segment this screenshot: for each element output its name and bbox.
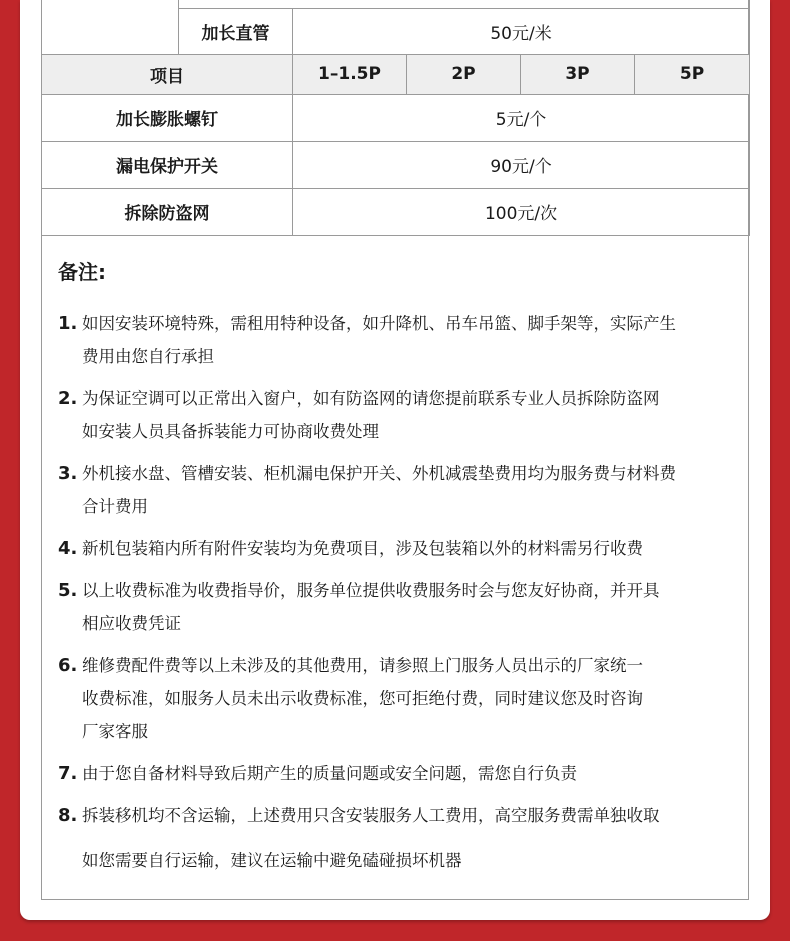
note-line: 如因安装环境特殊，需租用特种设备，如升降机、吊车吊篮、脚手架等，实际产生 (82, 314, 676, 333)
table-row (42, 94, 750, 141)
notes-title: 备注: (58, 260, 106, 284)
note-line: 以上收费标准为收费指导价，服务单位提供收费服务时会与您友好协商，并开具 (82, 581, 660, 600)
row-value: 90元/个 (293, 141, 750, 188)
notes-section (58, 256, 738, 886)
note-item (58, 649, 738, 748)
note-line: 新机包装箱内所有附件安装均为免费项目，涉及包装箱以外的材料需另行收费 (82, 539, 643, 558)
row-label-extended-pipe: 加长直管 (179, 8, 293, 54)
row-label: 加长膨胀螺钉 (42, 94, 293, 141)
row-label: 漏电保护开关 (42, 141, 293, 188)
note-item (58, 574, 738, 640)
note-line: 费用由您自行承担 (82, 347, 214, 366)
note-line: 如您需要自行运输，建议在运输中避免磕碰损坏机器 (82, 851, 462, 870)
header-item: 项目 (42, 54, 293, 94)
note-line: 由于您自备材料导致后期产生的质量问题或安全问题，需您自行负责 (82, 764, 577, 783)
note-line: 收费标准，如服务人员未出示收费标准，您可拒绝付费，同时建议您及时咨询 (82, 689, 643, 708)
note-item (58, 382, 738, 448)
price-table (41, 0, 750, 236)
note-item (58, 532, 738, 565)
table-row (42, 141, 750, 188)
note-line: 外机接水盘、管槽安装、柜机漏电保护开关、外机减震垫费用均为服务费与材料费 (82, 464, 676, 483)
note-number: 1. (58, 313, 78, 334)
row-label: 拆除防盗网 (42, 188, 293, 235)
note-line: 合计费用 (82, 497, 148, 516)
table-row-partial (42, 0, 750, 8)
header-col-2: 2P (407, 54, 521, 94)
note-line: 如安装人员具备拆装能力可协商收费处理 (82, 422, 379, 441)
note-line: 相应收费凭证 (82, 614, 181, 633)
note-item (58, 307, 738, 373)
row-value-extended-pipe: 50元/米 (293, 8, 750, 54)
note-number: 7. (58, 763, 78, 784)
note-number: 3. (58, 463, 78, 484)
note-number: 8. (58, 805, 78, 826)
row-value: 100元/次 (293, 188, 750, 235)
note-number: 4. (58, 538, 78, 559)
note-line: 为保证空调可以正常出入窗户，如有防盗网的请您提前联系专业人员拆除防盗网 (82, 389, 660, 408)
table-header-row (42, 54, 750, 94)
header-col-4: 5P (635, 54, 750, 94)
table-row (42, 188, 750, 235)
row-value: 5元/个 (293, 94, 750, 141)
note-line: 维修费配件费等以上未涉及的其他费用，请参照上门服务人员出示的厂家统一 (82, 656, 643, 675)
note-item (58, 799, 738, 877)
note-number: 5. (58, 580, 78, 601)
note-item (58, 757, 738, 790)
note-line: 拆装移机均不含运输，上述费用只含安装服务人工费用，高空服务费需单独收取 (82, 806, 660, 825)
table-row (42, 8, 750, 54)
note-number: 2. (58, 388, 78, 409)
note-item (58, 457, 738, 523)
header-col-3: 3P (521, 54, 635, 94)
note-number: 6. (58, 655, 78, 676)
note-line: 厂家客服 (82, 722, 148, 741)
header-col-1: 1–1.5P (293, 54, 407, 94)
